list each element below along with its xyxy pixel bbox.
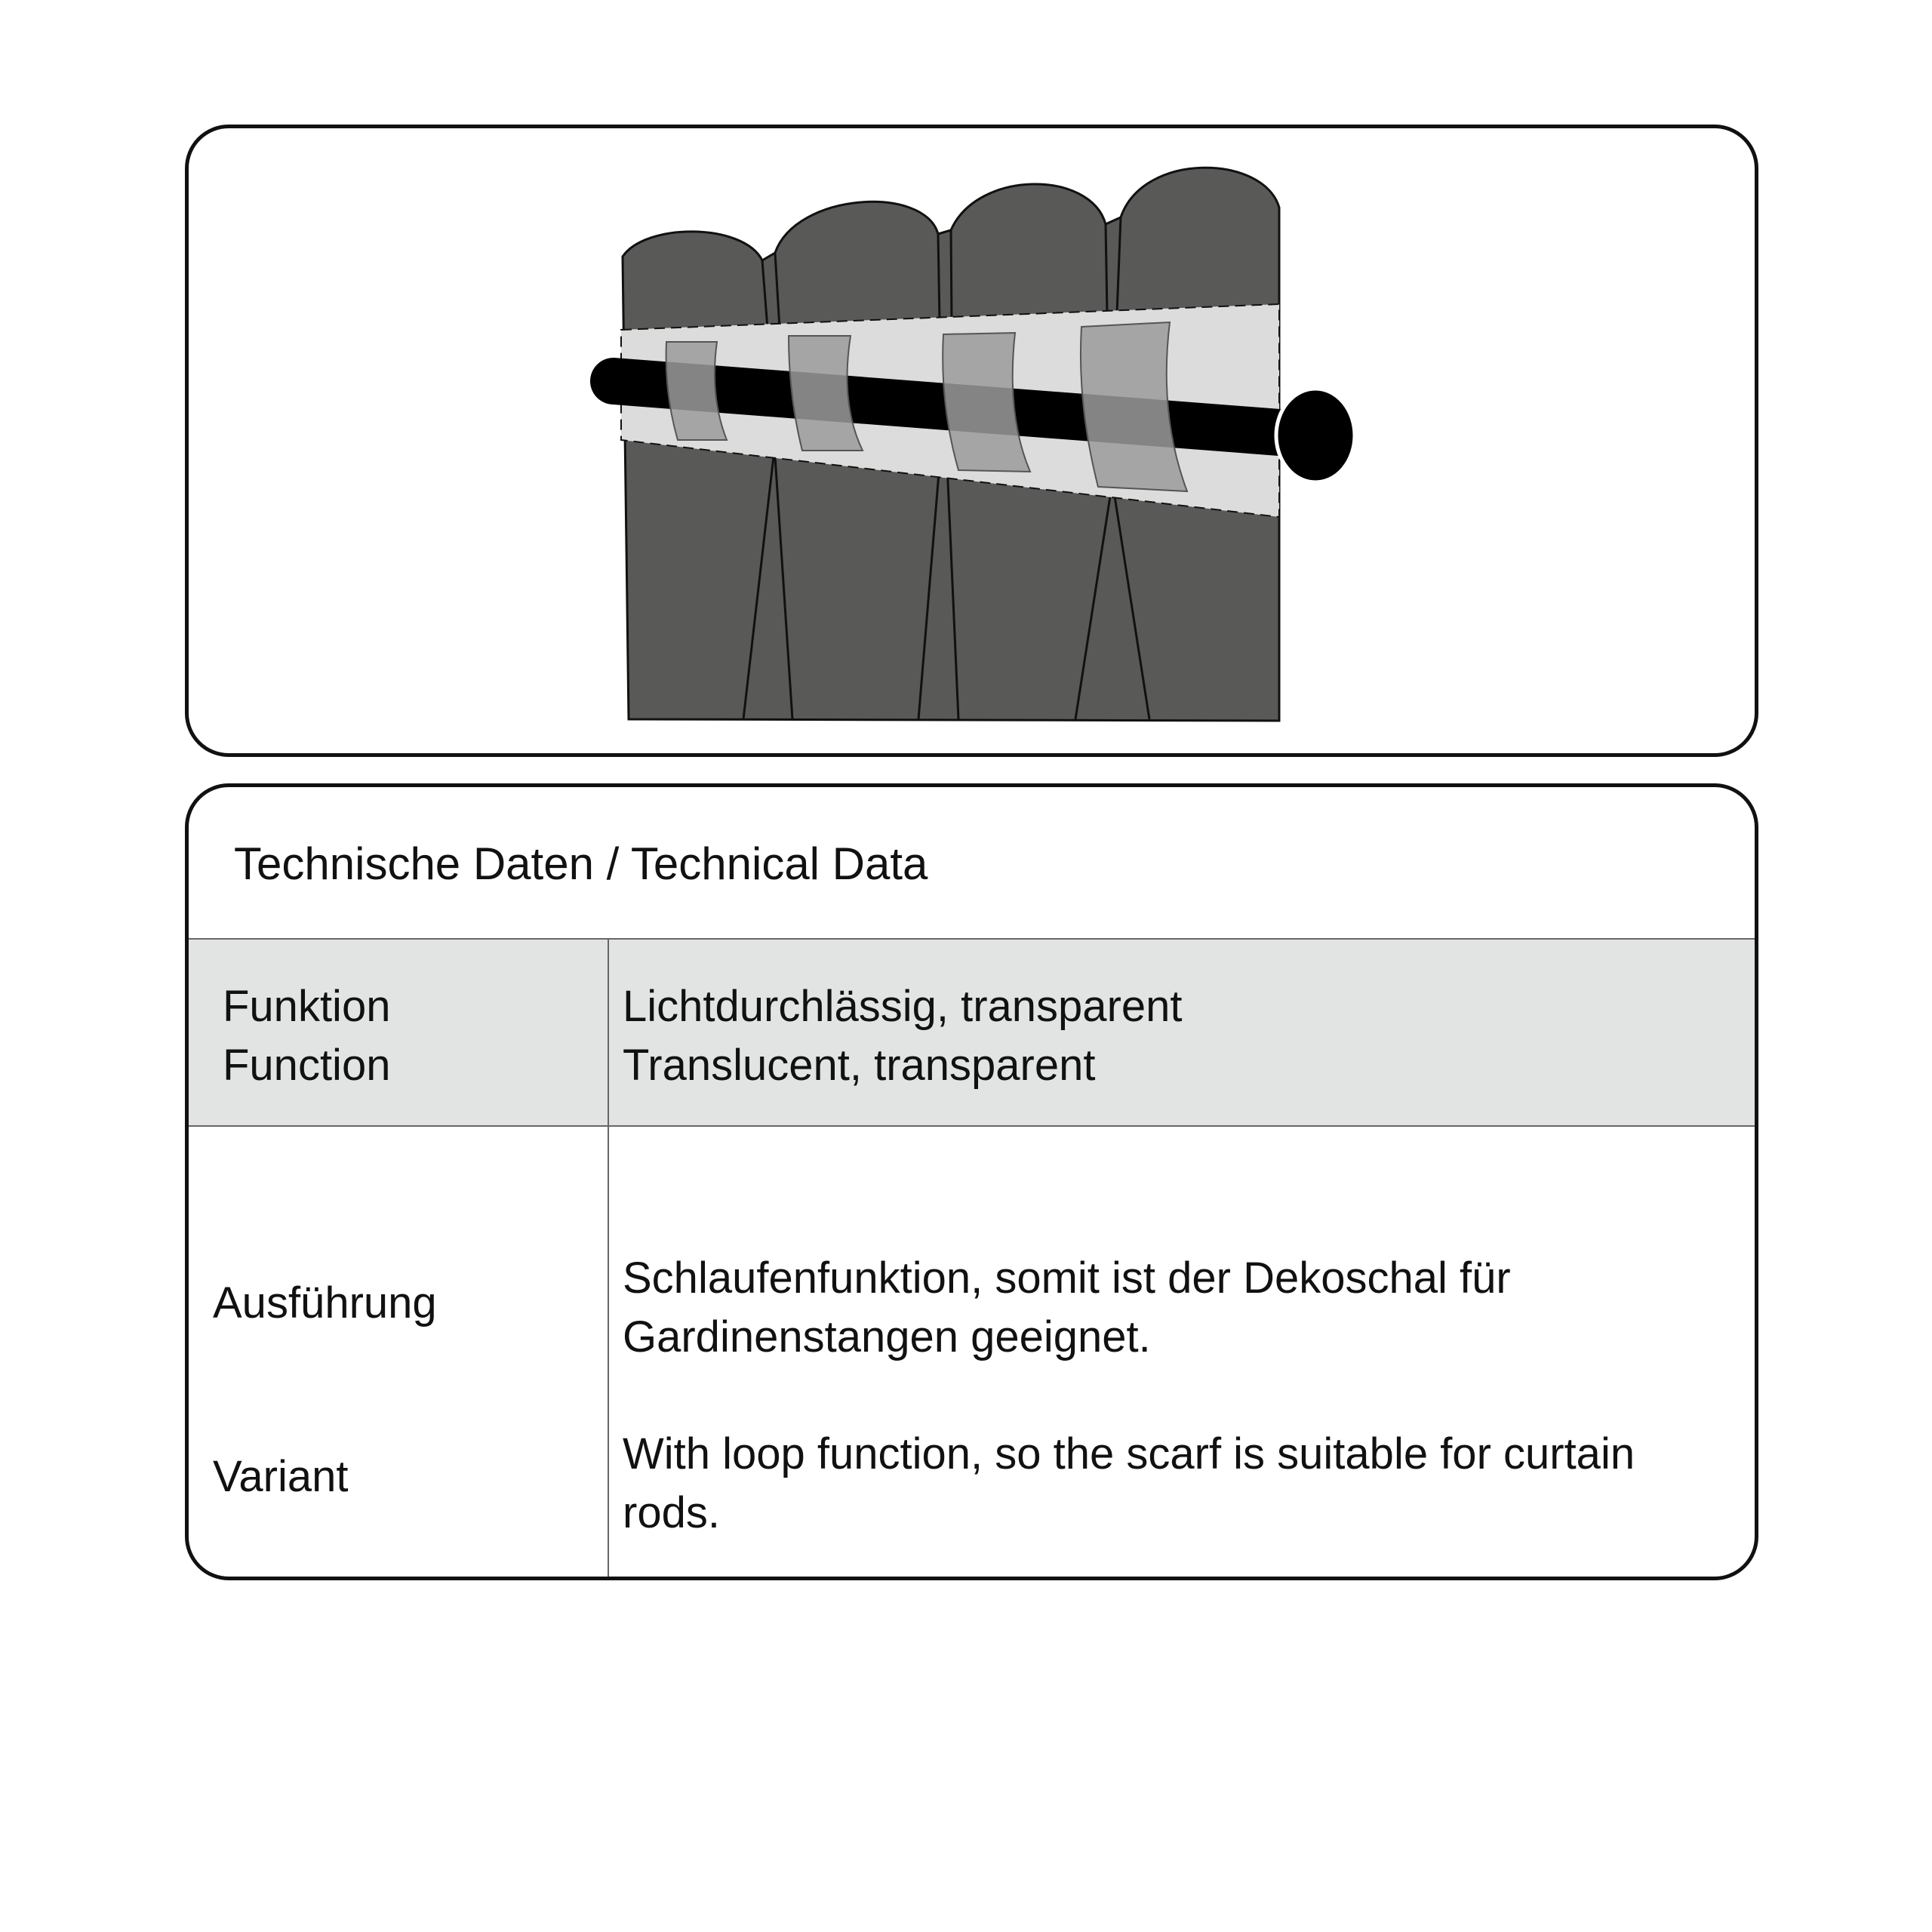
variant-value-en-line: With loop function, so the scarf is suitable for curtain <box>623 1429 1635 1478</box>
variant-value-de <box>623 1249 1511 1367</box>
function-label-en: Function <box>223 1041 391 1090</box>
technical-data-panel <box>185 783 1758 1580</box>
variant-label-de: Ausführung <box>213 1278 437 1327</box>
curtain-illustration <box>189 128 1758 757</box>
function-value-en: Translucent, transparent <box>623 1041 1096 1090</box>
table-row <box>189 1127 1755 1580</box>
variant-value-en-line: rods. <box>623 1488 720 1537</box>
function-value-de: Lichtdurchlässig, transparent <box>623 982 1183 1031</box>
function-value-cell <box>623 977 1183 1095</box>
function-label-cell <box>223 977 390 1095</box>
variant-value-de-line: Gardinenstangen geeignet. <box>623 1312 1151 1361</box>
technical-data-heading: Technische Daten / Technical Data <box>234 838 928 889</box>
table-row <box>189 938 1755 1127</box>
function-label-de: Funktion <box>223 982 391 1031</box>
variant-value-en <box>623 1425 1635 1543</box>
variant-value-de-line: Schlaufenfunktion, somit ist der Dekoschal für <box>623 1254 1511 1303</box>
column-divider <box>608 938 609 1580</box>
variant-label-en: Variant <box>213 1452 349 1501</box>
illustration-panel <box>185 125 1758 757</box>
